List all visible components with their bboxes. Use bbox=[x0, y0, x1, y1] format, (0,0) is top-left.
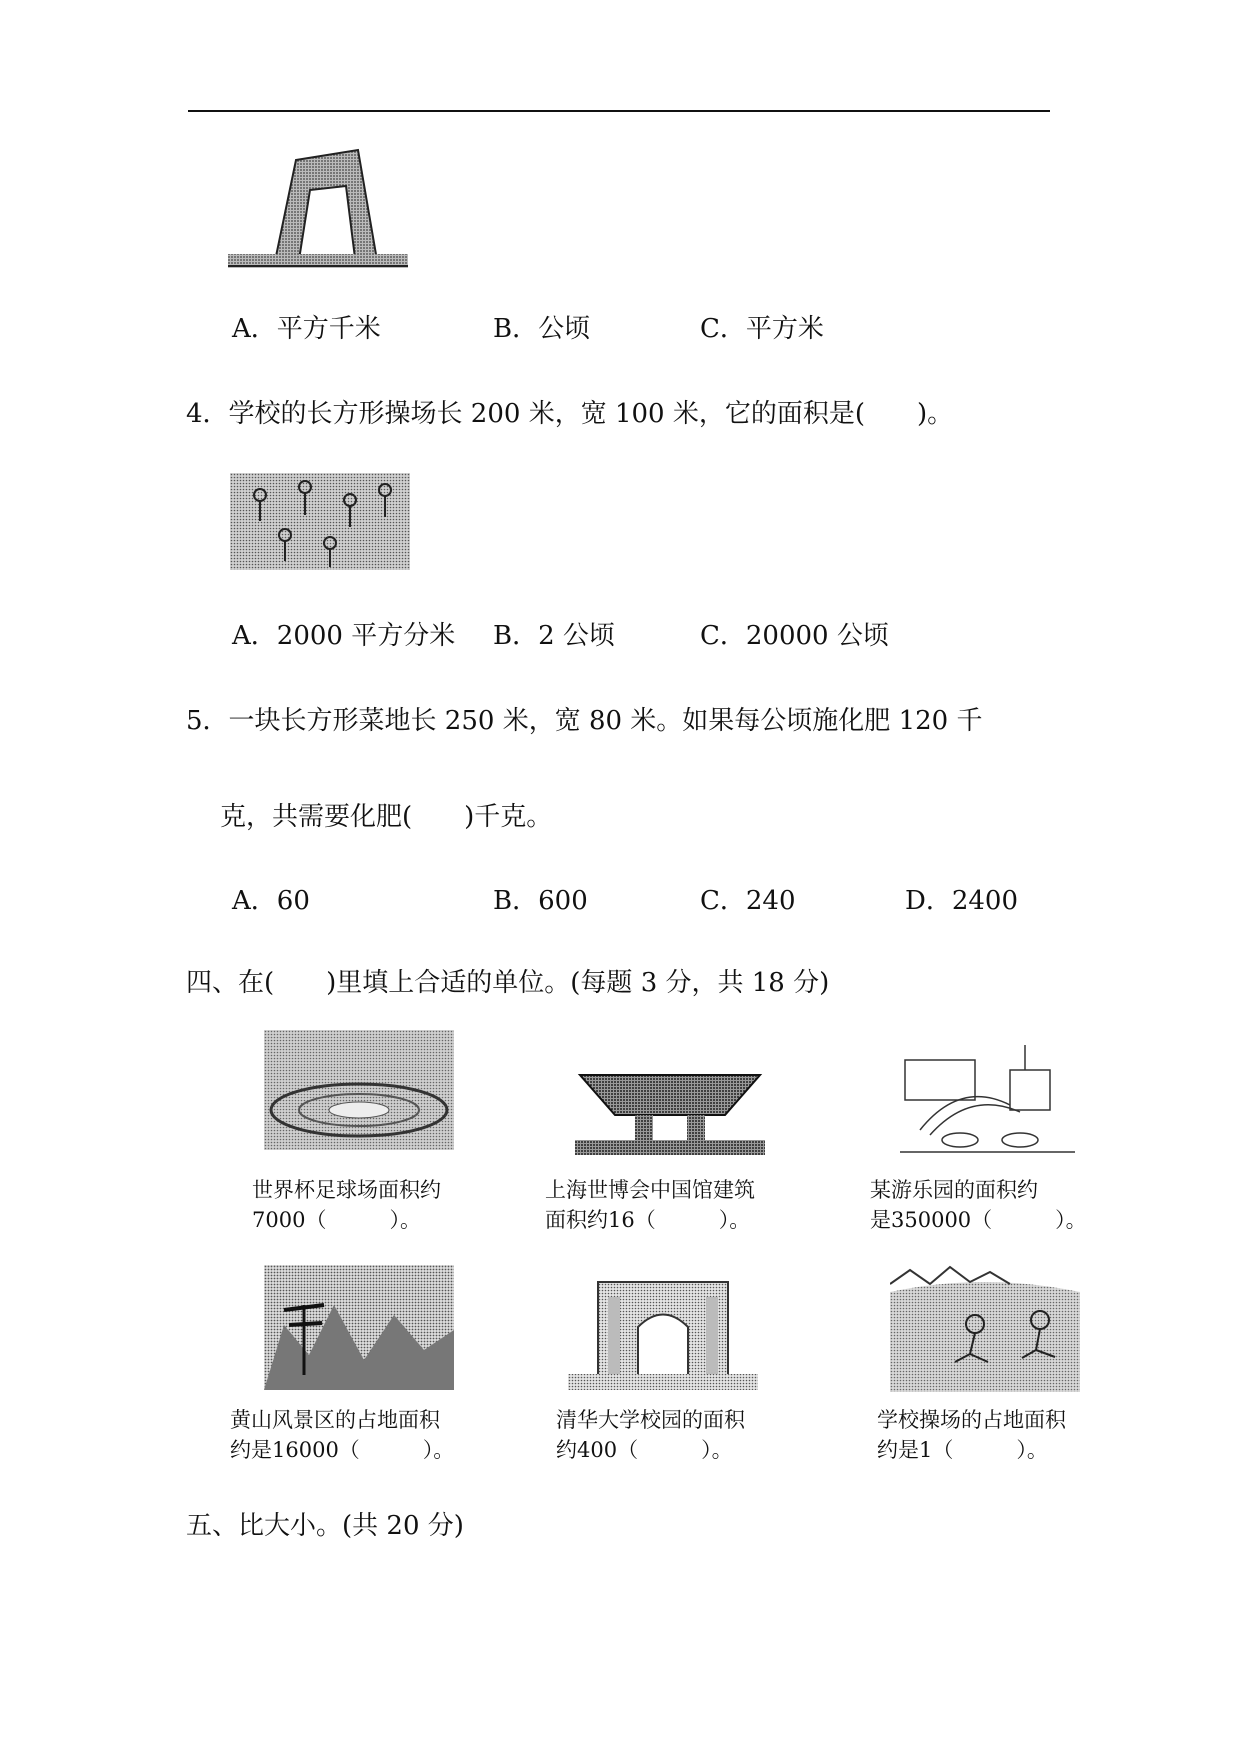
q5-option-d[interactable]: D．2400 bbox=[905, 886, 1019, 916]
item6-line1: 学校操场的占地面积 bbox=[877, 1408, 1066, 1432]
q5-stem-line2: 克，共需要化肥( )千克。 bbox=[220, 802, 553, 832]
item3-line2: 是350000（ ）。 bbox=[870, 1208, 1087, 1232]
item1-line2: 7000（ ）。 bbox=[252, 1208, 421, 1232]
q5-option-c[interactable]: C．240 bbox=[700, 886, 796, 916]
q4-option-c[interactable]: C．20000 公顷 bbox=[700, 621, 889, 651]
q5-option-b[interactable]: B．600 bbox=[493, 886, 588, 916]
item5-line1: 清华大学校园的面积 bbox=[556, 1408, 745, 1432]
header-rule bbox=[188, 110, 1050, 112]
q3-option-a[interactable]: A．平方千米 bbox=[232, 314, 381, 344]
item1-line1: 世界杯足球场面积约 bbox=[252, 1178, 441, 1202]
item4-line1: 黄山风景区的占地面积 bbox=[230, 1408, 440, 1432]
item3-line1: 某游乐园的面积约 bbox=[870, 1178, 1038, 1202]
tsinghua-gate-picture bbox=[568, 1262, 758, 1390]
item2-line1: 上海世博会中国馆建筑 bbox=[545, 1178, 755, 1202]
q5-stem-line1: 5．一块长方形菜地长 250 米，宽 80 米。如果每公顷施化肥 120 千 bbox=[186, 706, 983, 736]
q3-option-c[interactable]: C．平方米 bbox=[700, 314, 824, 344]
q4-stem: 4．学校的长方形操场长 200 米，宽 100 米，它的面积是( )。 bbox=[186, 399, 954, 429]
cctv-building-picture bbox=[228, 148, 408, 268]
section4-heading: 四、在( )里填上合适的单位。(每题 3 分，共 18 分) bbox=[186, 968, 830, 998]
school-playground-picture bbox=[890, 1262, 1080, 1392]
q5-option-a[interactable]: A．60 bbox=[232, 886, 310, 916]
q3-option-b[interactable]: B．公顷 bbox=[493, 314, 591, 344]
section5-heading: 五、比大小。(共 20 分) bbox=[186, 1511, 464, 1541]
item6-line2: 约是1（ ）。 bbox=[877, 1438, 1048, 1462]
amusement-park-picture bbox=[900, 1040, 1075, 1155]
item2-line2: 面积约16（ ）。 bbox=[545, 1208, 751, 1232]
china-pavilion-picture bbox=[575, 1030, 765, 1155]
item4-line2: 约是16000（ ）。 bbox=[230, 1438, 455, 1462]
item5-line2: 约400（ ）。 bbox=[556, 1438, 733, 1462]
stadium-picture bbox=[264, 1030, 454, 1150]
huangshan-picture bbox=[264, 1265, 454, 1390]
q4-option-b[interactable]: B．2 公顷 bbox=[493, 621, 615, 651]
q4-option-a[interactable]: A．2000 平方分米 bbox=[232, 621, 456, 651]
playground-picture bbox=[230, 455, 410, 570]
